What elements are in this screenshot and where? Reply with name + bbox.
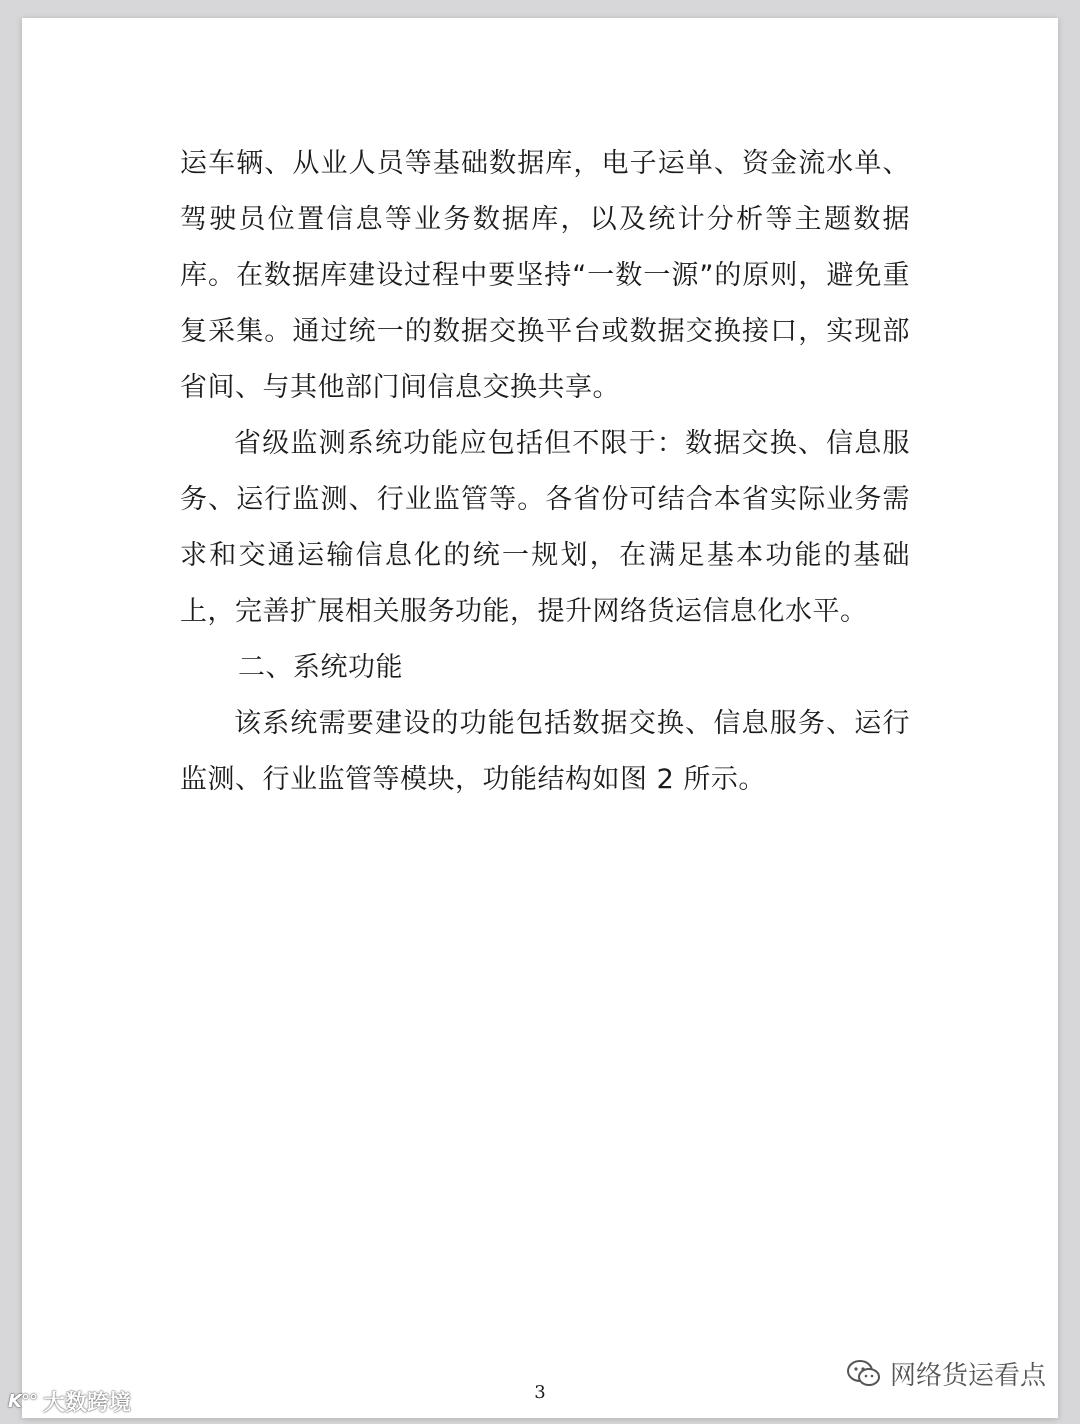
watermark-left-text: 大数跨境: [42, 1391, 131, 1416]
page-number: 3: [534, 1382, 546, 1403]
paragraph-system-functions: 该系统需要建设的功能包括数据交换、信息服务、运行监测、行业监管等模块，功能结构如图 2 所示。: [180, 708, 910, 795]
watermark-left: [8, 1386, 131, 1417]
watermark-right: [846, 1355, 1046, 1392]
watermark-logo-icon: K°°: [8, 1391, 37, 1412]
watermark-right-text: 网络货运看点: [889, 1361, 1046, 1391]
document-page: [22, 18, 1058, 1418]
document-body: [180, 136, 910, 808]
wechat-icon: [846, 1359, 882, 1389]
paragraph-continued: 运车辆、从业人员等基础数据库，电子运单、资金流水单、驾驶员位置信息等业务数据库，以及统计分析等主题数据库。在数据库建设过程中要坚持“一数一源”的原则，避免重复采集。通过统一的数据交换平台或数据交换接口，实现部省间、与其他部门间信息交换共享。: [180, 148, 910, 403]
paragraph-provincial-functions: 省级监测系统功能应包括但不限于：数据交换、信息服务、运行监测、行业监管等。各省份可结合本省实际业务需求和交通运输信息化的统一规划，在满足基本功能的基础上，完善扩展相关服务功能，提升网络货运信息化水平。: [180, 428, 910, 627]
section-heading: 二、系统功能: [238, 652, 403, 683]
